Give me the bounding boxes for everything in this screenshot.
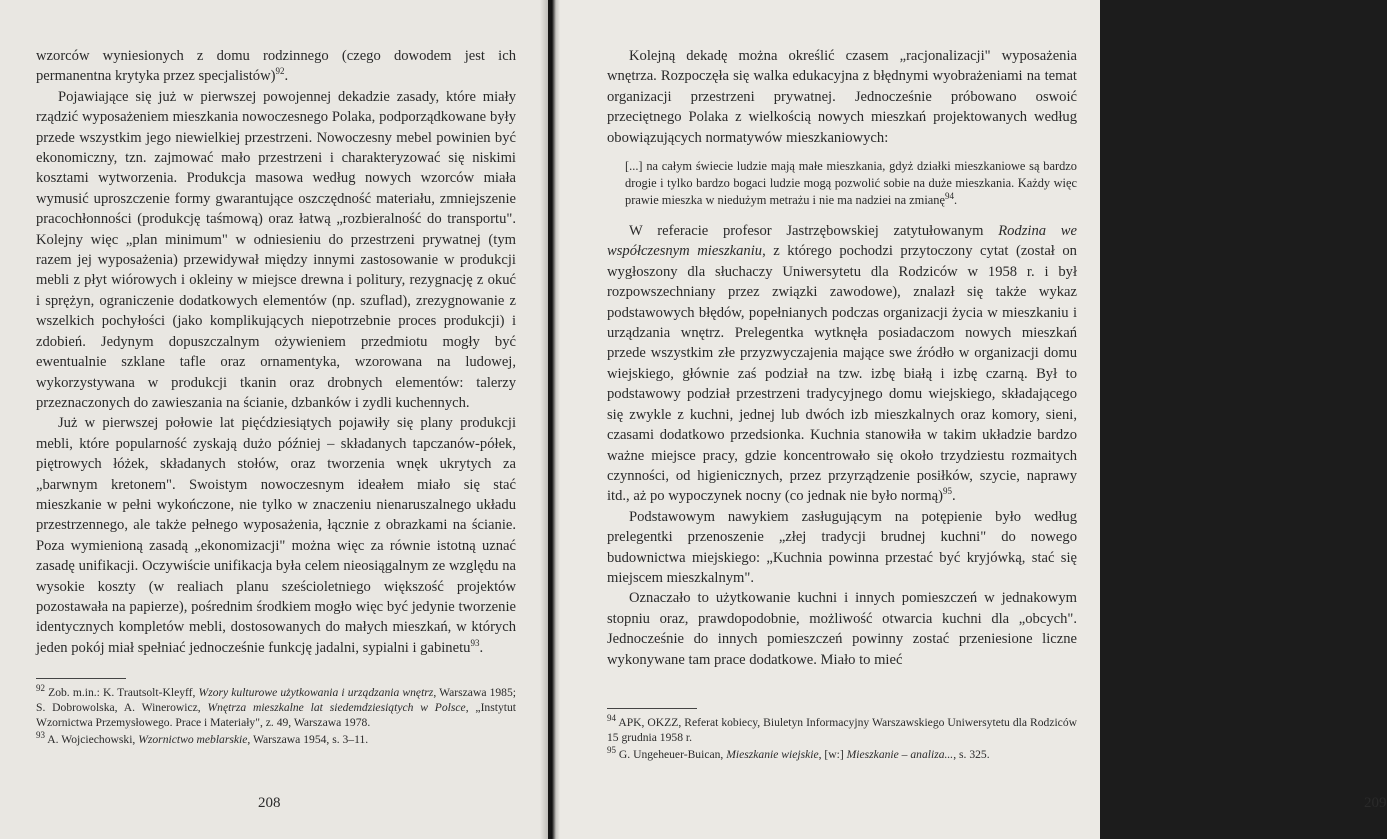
page-number: 208 <box>258 795 281 811</box>
footnote-title: Wnętrza mieszkalne lat siedemdziesiątych w Polsce <box>207 701 466 714</box>
paragraph-title: Rodzina we współczesnym mieszkaniu <box>607 223 1077 260</box>
book-gutter <box>540 0 560 839</box>
right-footnotes <box>607 708 1077 764</box>
footnote-number: 92 <box>36 683 45 694</box>
right-page <box>552 0 1387 839</box>
footnote-text: G. Ungeheuer-Buican, <box>618 748 727 761</box>
paragraph-text: W referacie profesor Jastrzębowskiej zatytułowanym <box>629 223 999 240</box>
paragraph-text: Już w pierwszej połowie lat pięćdziesiątych pojawiły się plany produkcji mebli, które popularność zyskają dużo później – składanych tapczanów-półek, piętrowych łóżek, składanych stołów, oraz tworzenia wnęk ukrytych za „barwnym kretonem". Swoistym nowoczesnym ideałem miało się stać mieszkanie w pełni wykończone, nie tylko w znaczeniu nienaruszalnego układu przestrzennego, ale także pełnego wyposażenia, łącznie z obrazkami na ścianie. Poza wymienioną zasadą „ekonomizacji" można więc za równie istotną uznać zasadę unifikacji. Oczywiście unifikacja była celem nieosiągalnym ze względu na wysokie koszty (w realiach planu sześcioletniego większość projektów pozostawała na papierze), pośrednim środkiem mogło więc być jedynie tworzenie identycznych kompletów mebli, dostosowanych do małych mieszkań, w których jeden pokój miał spełniać jednocześnie funkcję jadalni, sypialni i gabinetu <box>36 415 516 656</box>
left-page <box>0 0 548 839</box>
block-quote: [...] na całym świecie ludzie mają małe mieszkania, gdyż działki mieszkaniowe są bardzo drogie i tylko bardzo bogaci ludzie mogą pozwolić sobie na duże mieszkania. Każdy więc prawie mieszka w niedużym metrażu i nie ma nadziei na zmianę$^{94}$. <box>625 159 1077 208</box>
footnote-92 <box>36 685 516 730</box>
footnote-rule <box>36 678 126 679</box>
footnote-text: APK, OKZZ, Referat kobiecy, Biuletyn Informacyjny Warszawskiego Uniwersytetu dla Rodziców 15 grudnia 1958 r. <box>607 716 1077 744</box>
footnote-94 <box>607 715 1077 745</box>
footnote-title: Mieszkanie – analiza... <box>846 748 954 761</box>
right-page-body <box>607 46 1077 670</box>
left-page-body <box>36 46 516 658</box>
paragraph: Oznaczało to użytkowanie kuchni i innych pomieszczeń w jednakowym stopniu oraz, prawdopodobnie, możliwość otwarcia kuchni dla „obcych". Jednocześnie do innych pomieszczeń powinny zostać przeniesione liczne wykonywane tam prace dodatkowe. Miało to mieć <box>607 590 1077 668</box>
footnote-text: Zob. m.in.: K. Trautsolt-Kleyff, <box>48 686 199 699</box>
quote-text: [...] na całym świecie ludzie mają małe mieszkania, gdyż działki mieszkaniowe są bardzo drogie i tylko bardzo bogaci ludzie mogą pozwolić sobie na duże mieszkania. Każdy więc prawie mieszka w niedużym metrażu i nie ma nadziei na zmianę <box>625 159 1077 208</box>
footnote-text: , „Instytut Wzornictwa Przemysłowego. Prace i Materiały", z. 49, Warszawa 1978. <box>36 701 516 729</box>
paragraph: Podstawowym nawykiem zasługującym na potępienie było według prelegentki przenoszenie „złej tradycji brudnej kuchni" do nowego budownictwa miejskiego: „Kuchnia powinna przestać być kryjówką, stać się miejscem mieszkalnym". <box>607 508 1077 586</box>
footnote-text: A. Wojciechowski, <box>47 733 139 746</box>
footnote-rule <box>607 708 697 709</box>
paragraph: Pojawiające się już w pierwszej powojennej dekadzie zasady, które miały rządzić wyposażeniem mieszkania nowoczesnego Polaka, podporządkowane były przede wszystkim jego niewielkiej przestrzeni. Nowoczesny mebel powinien być ekonomiczny, tzn. zajmować mało przestrzeni i charakteryzować się niskimi kosztami wytworzenia. Produkcja masowa według nowych wzorców miała wymusić uproszczenie formy gwarantujące oszczędność materiału, zmniejszenie pracochłonności (produkcję taśmową) oraz łatwą „rozbieralność do transportu". Kolejny więc „plan minimum" w odniesieniu do przestrzeni prywatnej (tym razem jej wyposażenia) przewidywał między innymi zastosowanie w produkcji mebli z płyt wiórowych i okleiny w miejsce drewna i politury, rezygnację z okuć i sprężyn, ograniczenie dodatkowych elementów (np. szuflad), zrezygnowanie z wszelkich pochyłości (jako komplikujących niepotrzebnie proces produkcji) i zdobień. Jedynym dopuszczalnym ożywieniem przedmiotu mogły być ewentualnie szklane tafle oraz ornamentyka, wzorowana na ludowej, wykorzystywana w produkcji tkanin oraz drobnych elementów: talerzy przeznaczonych do zawieszania na ścianie, dzbanków i zydli kuchennych. <box>36 88 516 411</box>
footnote-text: , Warszawa 1954, s. 3–11. <box>247 733 369 746</box>
footnote-ref: 93 <box>470 637 480 648</box>
footnote-title: Wzornictwo meblarskie <box>138 733 248 746</box>
footnote-number: 95 <box>607 745 616 756</box>
left-footnotes <box>36 678 516 749</box>
paragraph-text: , z którego pochodzi przytoczony cytat (został on wygłoszony dla słuchaczy Uniwersytetu dla Rodziców w 1958 r. i był rozpowszechniany przez związki zawodowe), znalazł się także wykaz podstawowych błędów, popełnianych podczas organizacji życia w mieszkaniu i urządzania wnętrz. Prelegentka wytknęła posiadaczom nowych mieszkań przede wszystkim złe przyzwyczajenia mające swe źródło w organizacji domu wiejskiego, głównie zaś podział na tzw. izbę białą i izbę czarną. Był to podstawowy podział przestrzeni tradycyjnego domu wiejskiego, składającego się zwykle z kuchni, jednej lub dwóch izb mieszkalnych oraz komory, sieni, czasami dodatkowo przedsionka. Kuchnia stanowiła w takim układzie bardzo ważne miejsce pracy, gdzie koncentrowało się około trzydziestu rozmaitych czynności, od higienicznych, przez przyrządzenie posiłków, szycie, naprawy itd., aż po wypoczynek nocny (co jednak nie było normą) <box>607 243 1077 505</box>
footnote-title: Wzory kulturowe użytkowania i urządzania wnętrz <box>198 686 434 699</box>
footnote-number: 94 <box>607 713 616 724</box>
footnote-text: , Warszawa 1985; S. Dobrowolska, A. Winerowicz, <box>36 686 516 714</box>
paragraph-text: wzorców wyniesionych z domu rodzinnego (czego dowodem jest ich permanentna krytyka przez specjalistów) <box>36 48 516 85</box>
paragraph: Już w pierwszej połowie lat pięćdziesiątych pojawiły się plany produkcji mebli, które popularność zyskają dużo później – składanych tapczanów-półek, piętrowych łóżek, składanych stołów, oraz tworzenia wnęk ukrytych za „barwnym kretonem". Swoistym nowoczesnym ideałem miało się stać mieszkanie w pełni wykończone, nie tylko w znaczeniu nienaruszalnego układu przestrzennego, ale także pełnego wyposażenia, łącznie z obrazkami na ścianie. Poza wymienioną zasadą „ekonomizacji" można więc za równie istotną uznać zasadę unifikacji. Oczywiście unifikacja była celem nieosiągalnym ze względu na wysokie koszty (w realiach planu sześcioletniego większość projektów pozostawała na papierze), pośrednim środkiem mogło więc być jedynie tworzenie identycznych kompletów mebli, dostosowanych do małych mieszkań, w których jeden pokój miał spełniać jednocześnie funkcję jadalni, sypialni i gabinetu$^{93}$. <box>36 415 516 656</box>
paragraph: wzorców wyniesionych z domu rodzinnego (czego dowodem jest ich permanentna krytyka przez specjalistów)$^{92}$. <box>36 48 516 85</box>
footnote-ref: 95 <box>942 486 952 497</box>
footnote-ref: 92 <box>275 66 285 77</box>
footnote-number: 93 <box>36 730 45 741</box>
footnote-text: , s. 325. <box>953 748 990 761</box>
paragraph: W referacie profesor Jastrzębowskiej zatytułowanym Rodzina we współczesnym mieszkaniu, z którego pochodzi przytoczony cytat (został on wygłoszony dla słuchaczy Uniwersytetu dla Rodziców w 1958 r. i był rozpowszechniany przez związki zawodowe), znalazł się także wykaz podstawowych błędów, popełnianych podczas organizacji życia w mieszkaniu i urządzania wnętrz. Prelegentka wytknęła posiadaczom nowych mieszkań przede wszystkim złe przyzwyczajenia mające swe źródło w organizacji domu wiejskiego, głównie zaś podział na tzw. izbę białą i izbę czarną. Był to podstawowy podział przestrzeni tradycyjnego domu wiejskiego, składającego się zwykle z kuchni, jednej lub dwóch izb mieszkalnych oraz komory, sieni, czasami dodatkowo przedsionka. Kuchnia stanowiła w takim układzie bardzo ważne miejsce pracy, gdzie koncentrowało się około trzydziestu rozmaitych czynności, od higienicznych, przez przyrządzenie posiłków, szycie, naprawy itd., aż po wypoczynek nocny (co jednak nie było normą)$^{95}$. <box>607 223 1077 505</box>
footnote-93 <box>36 732 516 747</box>
footnote-95 <box>607 747 1077 762</box>
paragraph: Kolejną dekadę można określić czasem „racjonalizacji" wyposażenia wnętrza. Rozpoczęła się walka edukacyjna z błędnymi wyobrażeniami na temat organizacji przestrzeni prywatnej. Jednocześnie próbowano oswoić przeciętnego Polaka z wielkością nowych mieszkań projektowanych według obowiązujących normatywów mieszkaniowych: <box>607 48 1077 146</box>
footnote-ref: 94 <box>944 190 954 201</box>
footnote-text: , [w:] <box>818 748 847 761</box>
footnote-title: Mieszkanie wiejskie <box>726 748 819 761</box>
page-number: 209 <box>1364 795 1387 811</box>
